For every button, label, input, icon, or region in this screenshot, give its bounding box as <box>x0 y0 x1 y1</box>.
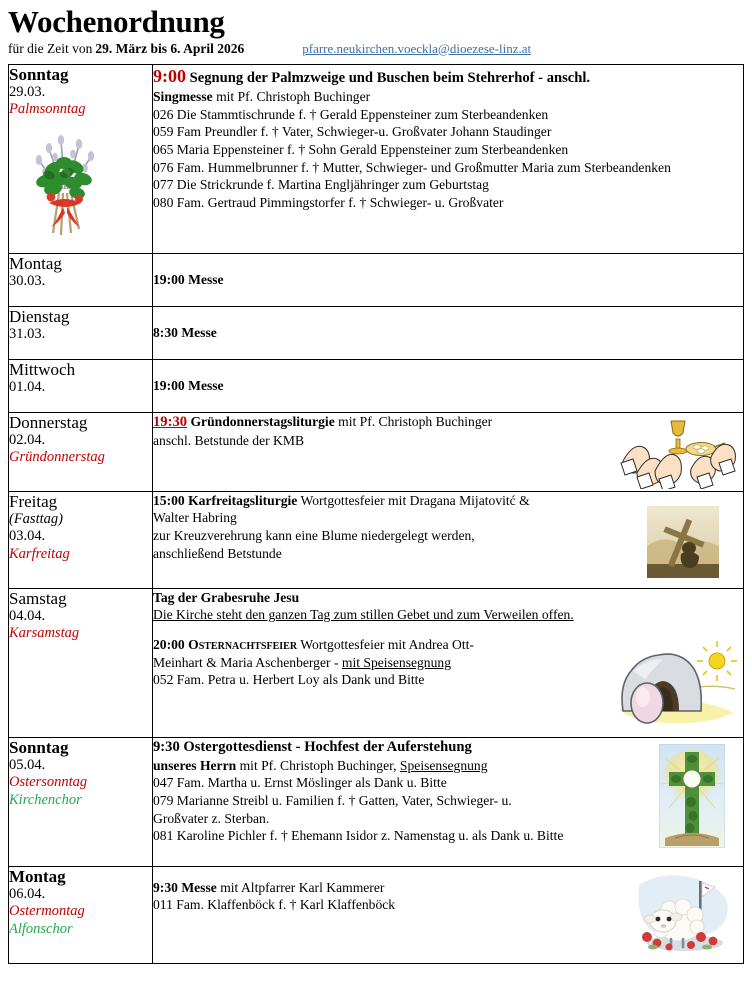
service-sep: - <box>292 738 305 755</box>
service-leaders: Meinhart & Maria Aschenberger - <box>153 654 342 670</box>
day-cell-ostermontag <box>9 866 153 963</box>
intention-line: 059 Fam Preundler f. † Vater, Schwieger-u. Großvater Johann Staudinger <box>153 124 552 140</box>
intention-line: 011 Fam. Klaffenböck f. † Karl Klaffenböck <box>153 897 396 913</box>
day-theme: Tag der Grabesruhe Jesu <box>153 589 300 605</box>
day-cell-ostersonntag <box>9 737 153 866</box>
service-note: anschließend Betstunde <box>153 545 282 561</box>
day-cell-montag-3003 <box>9 253 153 306</box>
schedule-table <box>8 64 744 964</box>
service-entry: 8:30 Messe <box>153 324 217 340</box>
info-cell-karfreitag <box>153 491 744 588</box>
service-entry: 19:00 Messe <box>153 271 224 287</box>
day-feast: Palmsonntag <box>9 101 86 118</box>
day-date: 02.04. <box>9 431 46 448</box>
day-name: Sonntag <box>9 737 69 757</box>
intention-line: 076 Fam. Hummelbrunner f. † Mutter, Schwieger- und Großmutter Maria zum Sterbeandenken <box>153 159 671 175</box>
service-time: 20:00 <box>153 637 189 653</box>
table-row <box>9 412 744 491</box>
service-detail: Wortgottesfeier mit Dragana Mijatovitć & <box>297 492 530 508</box>
day-date: 01.04. <box>9 378 46 395</box>
intention-line: 079 Marianne Streibl u. Familien f. † Gatten, Vater, Schwieger- u. <box>153 793 512 809</box>
period-prefix: für die Zeit von <box>8 40 93 56</box>
table-row <box>9 64 744 253</box>
intention-line: 026 Die Stammtischrunde f. † Gerald Eppensteiner zum Sterbeandenken <box>153 106 549 122</box>
service-title: Gründonnerstagsliturgie <box>190 413 335 429</box>
day-feast: Karfreitag <box>9 545 70 562</box>
intention-line: 047 Fam. Martha u. Ernst Möslinger als Dank u. Bitte <box>153 775 447 791</box>
service-title: Segnung der Palmzweige und Buschen beim Stehrerhof <box>189 69 535 86</box>
day-name: Samstag <box>9 588 67 608</box>
service-headline <box>153 492 743 510</box>
day-name: Dienstag <box>9 306 70 326</box>
day-cell-gruendonnerstag <box>9 412 153 491</box>
day-note: (Fasttag) <box>9 510 63 527</box>
day-cell-mittwoch <box>9 359 153 412</box>
service-type: Singmesse <box>153 89 213 105</box>
service-headline <box>153 636 743 654</box>
service-celebrant: mit Altpfarrer Karl Kammerer <box>216 879 385 895</box>
day-date: 03.04. <box>9 528 46 545</box>
day-choir: Kirchenchor <box>9 791 82 808</box>
day-date: 30.03. <box>9 272 46 289</box>
intention-line: 081 Karoline Pichler f. † Ehemann Isidor z. Namenstag u. als Dank u. Bitte <box>153 828 564 844</box>
day-cell-karfreitag <box>9 491 153 588</box>
day-feast: Gründonnerstag <box>9 449 105 466</box>
palm-bouquet-icon <box>9 123 152 243</box>
service-headline <box>153 879 743 897</box>
day-feast: Ostersonntag <box>9 774 88 791</box>
period-line <box>8 41 752 57</box>
service-time-title: 9:30 Messe <box>153 879 217 895</box>
service-time-title: 9:30 Ostergottesdienst <box>153 738 293 755</box>
info-cell-palmsonntag <box>153 64 744 253</box>
intention-line: 065 Maria Eppensteiner f. † Sohn Gerald Eppensteiner zum Sterbeandenken <box>153 142 569 158</box>
info-cell-dienstag <box>153 306 744 359</box>
info-cell-montag-3003 <box>153 253 744 306</box>
day-date: 29.03. <box>9 83 46 100</box>
table-row <box>9 866 744 963</box>
day-feast: Ostermontag <box>9 903 85 920</box>
service-subtitle-cont: unseres Herrn <box>153 757 237 773</box>
day-date: 04.04. <box>9 607 46 624</box>
service-celebrant: mit Pf. Christoph Buchinger, <box>236 757 400 773</box>
parish-email-link[interactable]: pfarre.neukirchen.voeckla@dioezese-linz.at <box>302 40 532 56</box>
intention-line: Großvater z. Sterban. <box>153 810 270 826</box>
day-cell-karsamstag <box>9 588 153 737</box>
day-date: 05.04. <box>9 756 46 773</box>
intention-line: 080 Fam. Gertraud Pimmingstorfer f. † Schwieger- u. Großvater <box>153 195 504 211</box>
period-range: 29. März bis 6. April 2026 <box>95 40 245 56</box>
day-name: Mittwoch <box>9 359 76 379</box>
document-header <box>0 0 752 57</box>
church-open-note: Die Kirche steht den ganzen Tag zum stillen Gebet und zum Verweilen offen. <box>153 607 574 623</box>
intention-line: 052 Fam. Petra u. Herbert Loy als Dank und Bitte <box>153 672 425 688</box>
day-choir: Alfonschor <box>9 920 73 937</box>
info-cell-ostersonntag <box>153 737 744 866</box>
table-row <box>9 306 744 359</box>
service-subline <box>153 88 743 106</box>
day-name: Donnerstag <box>9 412 88 432</box>
day-name: Montag <box>9 253 62 273</box>
service-detail-cont <box>153 654 743 672</box>
day-name: Sonntag <box>9 64 69 84</box>
info-cell-gruendonnerstag <box>153 412 744 491</box>
day-cell-palmsonntag <box>9 64 153 253</box>
service-title: 15:00 Karfreitagsliturgie <box>153 492 298 508</box>
service-time: 19:30 <box>153 413 188 430</box>
intention-line: 077 Die Strickrunde f. Martina Engljähringer zum Geburtstag <box>153 177 489 193</box>
service-time: 9:00 <box>153 65 186 86</box>
day-date: 31.03. <box>9 325 46 342</box>
service-suffix: - anschl. <box>534 69 591 86</box>
table-row <box>9 491 744 588</box>
food-blessing-note: Speisensegnung <box>399 757 488 773</box>
day-name: Montag <box>9 866 66 886</box>
service-detail <box>153 757 743 775</box>
day-cell-dienstag <box>9 306 153 359</box>
info-cell-mittwoch <box>153 359 744 412</box>
service-celebrant: mit Pf. Christoph Buchinger <box>212 89 371 105</box>
table-row <box>9 588 744 737</box>
day-name: Freitag <box>9 491 58 511</box>
service-headline <box>153 738 743 757</box>
spacer <box>153 624 743 636</box>
food-blessing-note: mit Speisensegnung <box>341 654 451 670</box>
service-title: Osternachtsfeier <box>188 637 298 653</box>
day-feast: Karsamstag <box>9 625 80 642</box>
day-date: 06.04. <box>9 885 46 902</box>
service-note: zur Kreuzverehrung kann eine Blume niedergelegt werden, <box>153 528 475 544</box>
info-cell-karsamstag <box>153 588 744 737</box>
table-row <box>9 253 744 306</box>
service-headline <box>153 65 743 88</box>
service-entry: 19:00 Messe <box>153 377 224 393</box>
page-title: Wochenordnung <box>8 4 225 39</box>
service-celebrant: mit Pf. Christoph Buchinger <box>334 413 493 429</box>
service-subtitle: Hochfest der Auferstehung <box>304 738 472 755</box>
service-headline <box>153 413 743 432</box>
table-row <box>9 737 744 866</box>
service-detail: Wortgottesfeier mit Andrea Ott- <box>297 637 474 653</box>
service-detail: Walter Habring <box>153 510 237 526</box>
info-cell-ostermontag <box>153 866 744 963</box>
table-row <box>9 359 744 412</box>
service-note: anschl. Betstunde der KMB <box>153 432 305 448</box>
